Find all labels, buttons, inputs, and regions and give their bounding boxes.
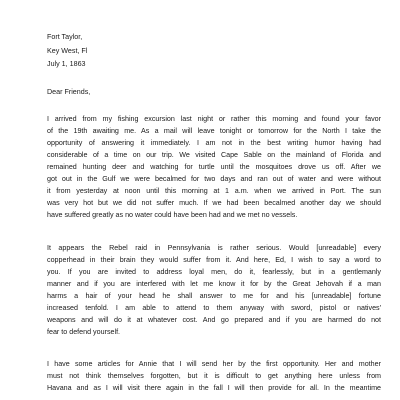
paragraph-line: I arrived from my fishing excursion last night or rather this morning and found your favor bbox=[47, 115, 381, 123]
paragraph-line: manner and if you are interfered with let me know it for by the Great Jehovah if a man bbox=[47, 280, 381, 288]
paragraph-line: copperhead in their brain they would suffer from it. And here, Ed, I wish to say a word to bbox=[47, 256, 381, 264]
paragraph-line: remained hunting deer and watching for turtle until the mosquitoes drove us off. After we bbox=[47, 163, 381, 171]
paragraph-line: opportunity of answering it immediately. I am not in the best writing humor having had bbox=[47, 139, 381, 147]
paragraph-2 bbox=[47, 242, 381, 338]
paragraph-line: must not think themselves forgotten, but it is difficult to get anything here unless from bbox=[47, 372, 381, 380]
paragraph-1 bbox=[47, 113, 381, 221]
letter-heading bbox=[47, 31, 347, 72]
paragraph-3 bbox=[47, 358, 381, 394]
paragraph-line: have suffered greatly as no water could have been had and we met no vessels. bbox=[47, 211, 298, 219]
paragraph-line: It appears the Rebel raid in Pennsylvania is rather serious. Would [unreadable] every bbox=[47, 244, 381, 252]
paragraph-line: it from yesterday at noon until this morning at 1 a.m. when we arrived in Port. The sun bbox=[47, 187, 381, 195]
paragraph-line: fear to defend yourself. bbox=[47, 328, 121, 336]
paragraph-line: harms a hair of your head he shall answer to me for and his [unreadable] fortune bbox=[47, 292, 381, 300]
heading-date: July 1, 1863 bbox=[47, 60, 86, 68]
paragraph-line: you. If you are invited to address loyal men, do it, fearlessly, but in a gentlemanly bbox=[47, 268, 381, 276]
paragraph-line: considerable of a time on our trip. We visited Cape Sable on the mainland of Florida and bbox=[47, 151, 381, 159]
paragraph-line: weapons and will do it at whatever cost. And go prepared and if you are harmed do not bbox=[47, 316, 381, 324]
paragraph-line: of the 19th awaiting me. As a mail will leave tonight or tomorrow for the North I take the bbox=[47, 127, 381, 135]
paragraph-line: got out in the Gulf we were becalmed for two days and ran out of water and were without bbox=[47, 175, 381, 183]
paragraph-line: Havana and as I will visit there again in the fall I will then provide for all. In the meantime bbox=[47, 384, 381, 392]
paragraph-line: was very hot but we did not suffer much. If we had been becalmed another day we should bbox=[47, 199, 381, 207]
heading-city: Key West, Fl bbox=[47, 46, 88, 55]
paragraph-line: I have some articles for Annie that I will send her by the first opportunity. Her and mother bbox=[47, 360, 381, 368]
heading-location: Fort Taylor, bbox=[47, 33, 83, 41]
letter-salutation: Dear Friends, bbox=[47, 88, 91, 96]
paragraph-line: increased tenfold. I am able to attend to them anyway with sword, pistol or natives' bbox=[47, 304, 381, 312]
